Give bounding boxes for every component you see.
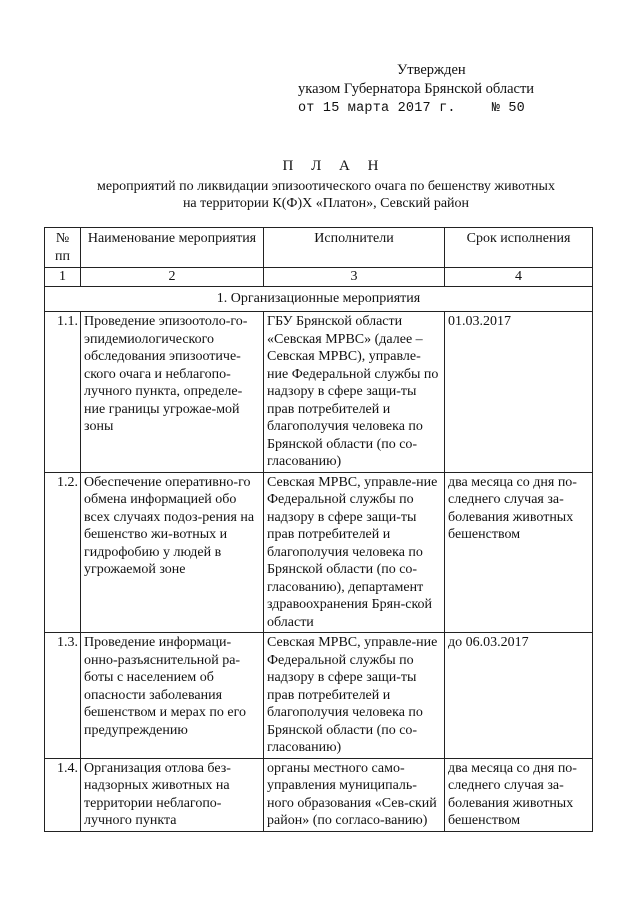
table-row: [45, 312, 593, 473]
row-number: 1.4.: [45, 758, 81, 831]
plan-subtitle-line-2: на территории К(Ф)Х «Платон», Севский район: [182, 196, 470, 211]
row-number: 1.3.: [45, 633, 81, 759]
row-number: 1.1.: [45, 312, 81, 473]
approval-date: от 15 марта 2017 г.: [298, 101, 456, 116]
header-deadline: Срок исполнения: [445, 228, 593, 268]
col-number: 2: [81, 268, 264, 287]
section-row: [45, 286, 593, 312]
row-name: Проведение эпизоотоло-го-эпидемиологического обследования эпизоотиче-ского очага и неблагопо-лучного пункта, определе-ние границы угрожае-мой зоны: [81, 312, 264, 473]
approval-authority: указом Губернатора Брянской области: [298, 81, 535, 97]
row-deadline: 01.03.2017: [445, 312, 593, 473]
plan-table: [44, 227, 593, 832]
table-header-row: [45, 228, 593, 268]
header-executors: Исполнители: [264, 228, 445, 268]
row-executors: Севская МРВС, управле-ние Федеральной службы по надзору в сфере защи-ты прав потребителей и благополучия человека по Брянской области (по со-гласованию), департамент здравоохранения Брян-ской области: [264, 472, 445, 633]
plan-subtitle-line-1: мероприятий по ликвидации эпизоотического очага по бешенству животных: [97, 178, 555, 194]
row-executors: ГБУ Брянской области «Севская МРВС» (далее – Севская МРВС), управле-ние Федеральной службы по надзору в сфере защи-ты прав потребителей и благополучия человека по Брянской области (по со-гласованию): [264, 312, 445, 473]
row-name: Проведение информаци-онно-разъяснительной ра-боты с населением об опасности заболевания бешенством и мерах по его предупреждению: [81, 633, 264, 759]
section-title: 1. Организационные мероприятия: [45, 286, 593, 312]
table-row: [45, 758, 593, 831]
document-title: [0, 158, 640, 213]
row-deadline: два месяца со дня по-следнего случая за-болевания животных бешенством: [445, 472, 593, 633]
row-deadline: два месяца со дня по-следнего случая за-болевания животных бешенством: [445, 758, 593, 831]
col-number: 4: [445, 268, 593, 287]
row-executors: органы местного само-управления муниципаль-ного образования «Сев-ский район» (по согласо-ванию): [264, 758, 445, 831]
table-row: [45, 633, 593, 759]
approval-date-line: [298, 100, 525, 118]
table-row: [45, 472, 593, 633]
row-name: Организация отлова без-надзорных животных на территории неблагопо-лучного пункта: [81, 758, 264, 831]
header-num: № пп: [45, 228, 81, 268]
header-name: Наименование мероприятия: [81, 228, 264, 268]
approval-heading: Утвержден: [397, 62, 466, 78]
row-executors: Севская МРВС, управле-ние Федеральной службы по надзору в сфере защи-ты прав потребителей и благополучия человека по Брянской области (по со-гласованию): [264, 633, 445, 759]
approval-number: № 50: [491, 101, 525, 116]
column-number-row: [45, 268, 593, 287]
plan-heading: П Л А Н: [282, 158, 386, 174]
row-number: 1.2.: [45, 472, 81, 633]
row-deadline: до 06.03.2017: [445, 633, 593, 759]
col-number: 3: [264, 268, 445, 287]
col-number: 1: [45, 268, 81, 287]
row-name: Обеспечение оперативно-го обмена информацией обо всех случаях подоз-рения на бешенство жи-вотных и гидрофобию у людей в угрожаемой зоне: [81, 472, 264, 633]
